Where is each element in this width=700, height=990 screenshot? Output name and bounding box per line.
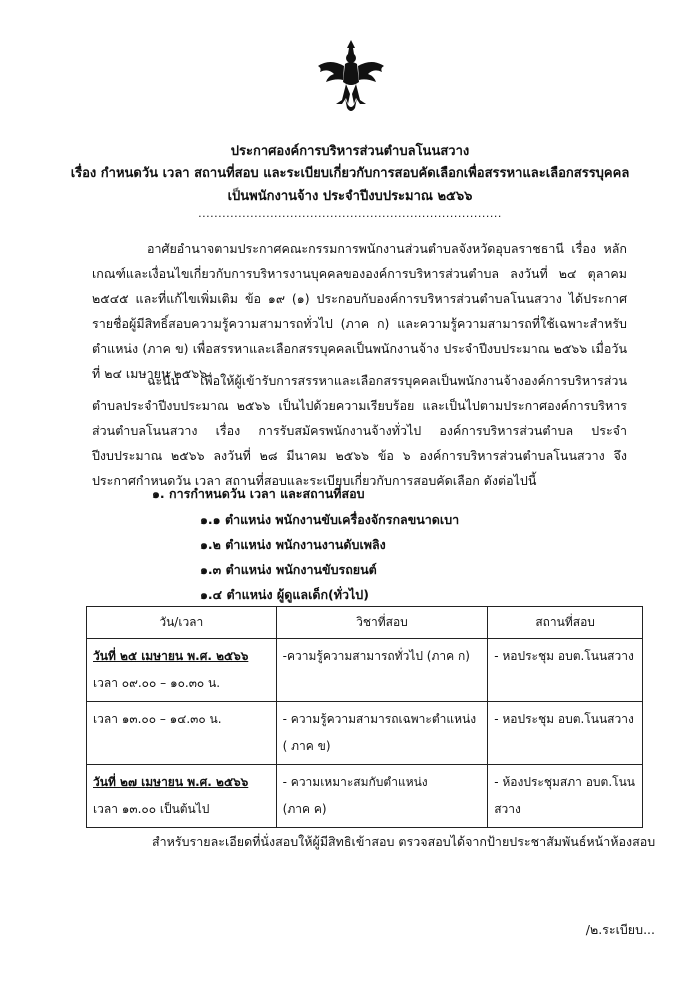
table-cell-subject [276, 639, 488, 702]
exam-place: - หอประชุม อบต.โนนสวาง [494, 649, 634, 663]
table-cell-subject [276, 765, 488, 828]
table-cell-place [488, 639, 643, 702]
exam-subject-part: (ภาค ค) [282, 802, 327, 816]
exam-subject: -ความรู้ความสามารถทั่วไป (ภาค ก) [282, 649, 470, 663]
table-header: วิชาที่สอบ [276, 607, 488, 639]
exam-subject: - ความรู้ความสามารถเฉพาะตำแหน่ง [282, 712, 477, 726]
document-subject: เรื่อง กำหนดวัน เวลา สถานที่สอบ และระเบียบเกี่ยวกับการสอบคัดเลือกเพื่อสรรหาและเลือกสรรบุคคล [70, 166, 630, 181]
paragraph-authority-text: อาศัยอำนาจตามประกาศคณะกรรมการพนักงานส่วนตำบลจังหวัดอุบลราชธานี เรื่อง หลักเกณฑ์และเงื่อนไขเกี่ยวกับการบริหารงานบุคคลขององค์การบริหารส่วนตำบล ลงวันที่ ๒๔ ตุลาคม ๒๕๔๕ และที่แก้ไขเพิ่มเติม ข้อ ๑๙ (๑) ประกอบกับองค์การบริหารส่วนตำบลโนนสวาง ได้ประกาศรายชื่อผู้มีสิทธิ์สอบความรู้ความสามารถทั่วไป (ภาค ก) และความรู้ความสามารถที่ใช้เฉพาะสำหรับตำแหน่ง (ภาค ข) เพื่อสรรหาและเลือกสรรบุคคลเป็นพนักงานจ้าง ประจำปีงบประมาณ ๒๕๖๖ เมื่อวันที่ ๒๔ เมษายน ๒๕๖๖ [92, 241, 627, 381]
exam-place: - หอประชุม อบต.โนนสวาง [494, 712, 634, 726]
table-cell-subject [276, 702, 488, 765]
table-cell-datetime [87, 765, 277, 828]
exam-place: - ห้องประชุมสภา อบต.โนนสวาง [494, 775, 635, 816]
title-separator: ............................................................................ [198, 207, 502, 220]
table-header: สถานที่สอบ [488, 607, 643, 639]
garuda-emblem-icon [312, 38, 390, 118]
seating-note: สำหรับรายละเอียดที่นั่งสอบให้ผู้มีสิทธิเข้าสอบ ตรวจสอบได้จากป้ายประชาสัมพันธ์หน้าห้องสอบ [152, 834, 656, 849]
table-row [87, 639, 643, 702]
position-item: ๑.๑ ตำแหน่ง พนักงานขับเครื่องจักรกลขนาดเบา [200, 512, 460, 527]
paragraph-announcement [92, 368, 627, 493]
table-cell-place [488, 702, 643, 765]
paragraph-announcement-text: ฉะนั้น เพื่อให้ผู้เข้ารับการสรรหาและเลือกสรรบุคคลเป็นพนักงานจ้างองค์การบริหารส่วนตำบลประจำปีงบประมาณ ๒๕๖๖ เป็นไปด้วยความเรียบร้อย และเป็นไปตามประกาศองค์การบริหารส่วนตำบลโนนสวาง เรื่อง การรับสมัครพนักงานจ้างทั่วไป องค์การบริหารส่วนตำบล ประจำปีงบประมาณ ๒๕๖๖ ลงวันที่ ๒๘ มีนาคม ๒๕๖๖ ข้อ ๖ องค์การบริหารส่วนตำบลโนนสวาง จึงประกาศกำหนดวัน เวลา สถานที่สอบและระเบียบเกี่ยวกับการสอบคัดเลือก ดังต่อไปนี้ [92, 373, 627, 488]
table-cell-datetime [87, 639, 277, 702]
exam-time: เวลา ๐๙.๐๐ – ๑๐.๓๐ น. [93, 676, 221, 690]
document-title: ประกาศองค์การบริหารส่วนตำบลโนนสวาง [230, 144, 470, 159]
table-cell-place [488, 765, 643, 828]
exam-time: เวลา ๑๓.๐๐ – ๑๔.๓๐ น. [93, 712, 222, 726]
table-header-row [87, 607, 643, 639]
table-row [87, 765, 643, 828]
exam-schedule-table [86, 606, 643, 828]
section-heading: ๑. การกำหนดวัน เวลา และสถานที่สอบ [152, 486, 365, 501]
exam-subject-part: ( ภาค ข) [282, 739, 331, 753]
table-header: วัน/เวลา [87, 607, 277, 639]
table-cell-datetime [87, 702, 277, 765]
position-item: ๑.๒ ตำแหน่ง พนักงานงานดับเพลิง [200, 537, 386, 552]
position-item: ๑.๔ ตำแหน่ง ผู้ดูแลเด็ก(ทั่วไป) [200, 587, 369, 602]
exam-subject: - ความเหมาะสมกับตำแหน่ง [282, 775, 428, 789]
document-subject-cont: เป็นพนักงานจ้าง ประจำปีงบประมาณ ๒๕๖๖ [227, 189, 473, 204]
exam-date: วันที่ ๒๕ เมษายน พ.ศ. ๒๕๖๖ [93, 649, 249, 663]
page-continuation: /๒.ระเบียบ... [585, 922, 655, 937]
position-item: ๑.๓ ตำแหน่ง พนักงานขับรถยนต์ [200, 562, 377, 577]
exam-date: วันที่ ๒๗ เมษายน พ.ศ. ๒๕๖๖ [93, 775, 249, 789]
paragraph-authority [92, 236, 627, 386]
exam-time: เวลา ๑๓.๐๐ เป็นต้นไป [93, 802, 210, 816]
table-row [87, 702, 643, 765]
